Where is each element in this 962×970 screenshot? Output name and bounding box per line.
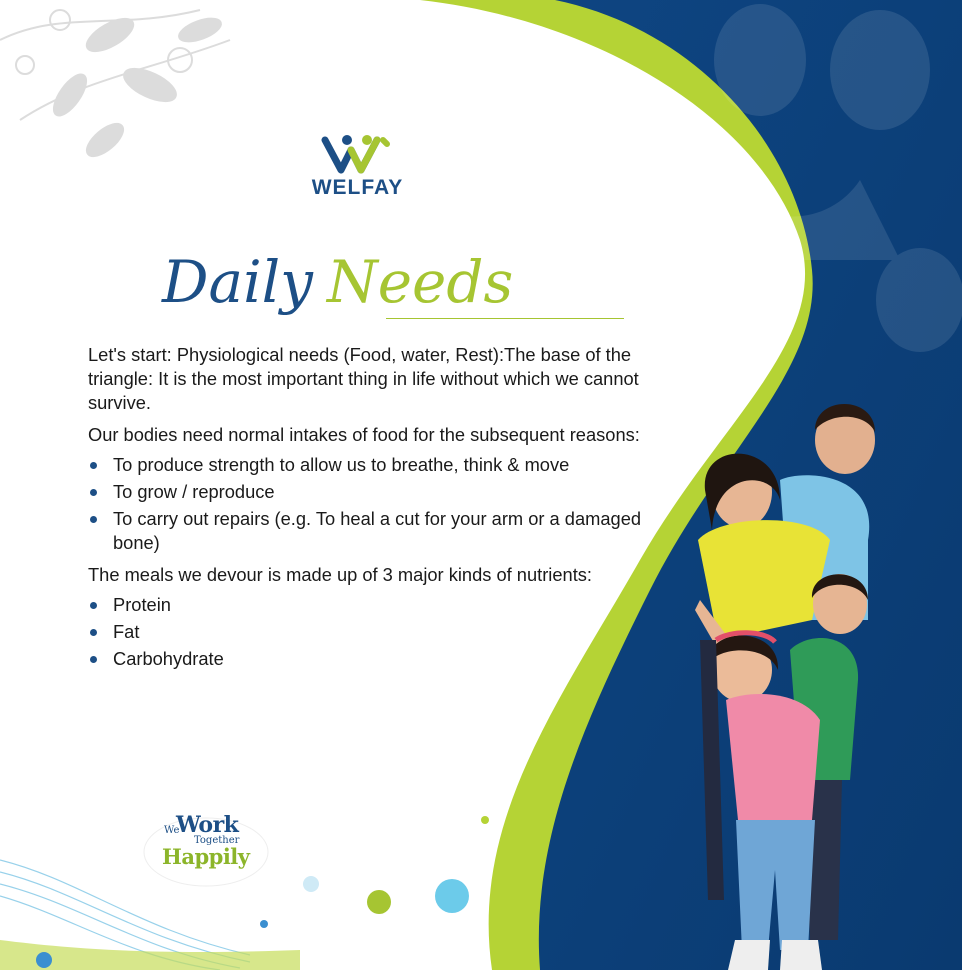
body-content [88, 343, 648, 679]
list-item: To produce strength to allow us to breathe, think & move [88, 453, 648, 477]
brand-block [300, 132, 415, 200]
leaf-swirl-decoration [0, 10, 230, 162]
title-word-daily: Daily [162, 248, 313, 316]
welfay-logo-icon [321, 132, 395, 174]
list-item: Carbohydrate [88, 647, 648, 671]
tagline-we: We [164, 825, 180, 836]
tagline-happily: Happily [162, 844, 250, 869]
tagline-together: Together [194, 835, 240, 846]
nutrients-list [88, 593, 648, 671]
title-word-needs: Needs [326, 248, 514, 316]
list-item: Protein [88, 593, 648, 617]
tagline-badge [144, 808, 268, 888]
list-item: To carry out repairs (e.g. To heal a cut for your arm or a damaged bone) [88, 507, 648, 555]
dot-sky-small [303, 876, 319, 892]
list-item: Fat [88, 620, 648, 644]
reasons-intro: Our bodies need normal intakes of food for the subsequent reasons: [88, 424, 640, 445]
dot-lime-large [367, 890, 391, 914]
list-item: To grow / reproduce [88, 480, 648, 504]
nutrients-intro: The meals we devour is made up of 3 major kinds of nutrients: [88, 564, 592, 585]
reasons-list [88, 453, 648, 555]
dot-lime-small [481, 816, 489, 824]
dot-blue-corner [36, 952, 52, 968]
title-underline [386, 318, 624, 319]
brand-name: WELFAY [311, 176, 404, 199]
dot-sky-large [435, 879, 469, 913]
intro-paragraph: Let's start: Physiological needs (Food, water, Rest):The base of the triangle: It is the most important thing in life without which we cannot survive. [88, 344, 639, 413]
page-title [162, 248, 632, 328]
tagline-work: Work [176, 812, 239, 838]
dot-blue-tiny [260, 920, 268, 928]
